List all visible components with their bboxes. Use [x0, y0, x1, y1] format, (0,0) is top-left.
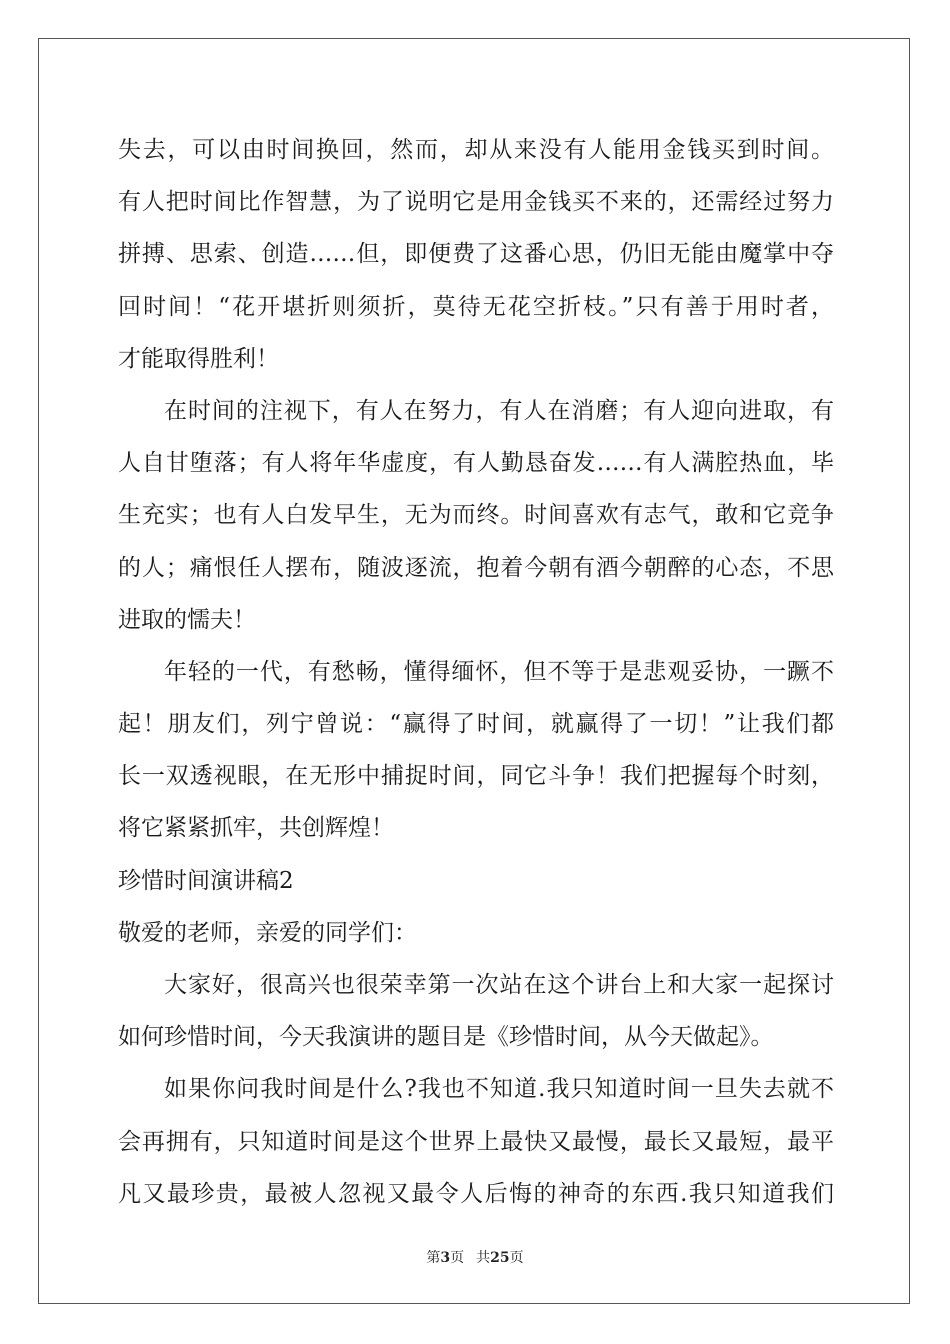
- page-footer: [0, 1247, 950, 1267]
- document-body: [118, 124, 834, 1220]
- current-page-number: 3: [440, 1250, 451, 1266]
- section-heading: 珍惜时间演讲稿2: [118, 867, 294, 894]
- text-line: 敬爱的老师，亲爱的同学们：: [118, 919, 417, 946]
- text-line: 拼搏、思索、创造……但，即便费了这番心思，仍旧无能由魔掌中夺: [118, 241, 834, 268]
- text-line: 长一双透视眼，在无形中捕捉时间，同它斗争！我们把握每个时刻，: [118, 763, 834, 790]
- text-line: 在时间的注视下，有人在努力，有人在消磨；有人迎向进取，有: [164, 397, 834, 424]
- text-line: 凡又最珍贵，最被人忽视又最令人后悔的神奇的东西.我只知道我们: [118, 1180, 834, 1207]
- footer-total-prefix: 共: [476, 1250, 491, 1266]
- text-line: 起！朋友们，列宁曾说：“赢得了时间，就赢得了一切！”让我们都: [118, 711, 834, 738]
- footer-prefix: 第: [426, 1250, 441, 1266]
- text-line: 将它紧紧抓牢，共创辉煌！: [118, 815, 394, 842]
- text-line: 会再拥有，只知道时间是这个世界上最快又最慢，最长又最短，最平: [118, 1128, 834, 1155]
- footer-total-suffix: 页: [509, 1250, 524, 1266]
- text-line: 年轻的一代，有愁畅，懂得缅怀，但不等于是悲观妥协，一蹶不: [164, 658, 834, 685]
- text-line: 如何珍惜时间，今天我演讲的题目是《珍惜时间，从今天做起》。: [118, 1024, 774, 1051]
- total-page-count: 25: [490, 1250, 510, 1266]
- text-line: 大家好，很高兴也很荣幸第一次站在这个讲台上和大家一起探讨: [164, 972, 834, 998]
- text-line: 如果你问我时间是什么?我也不知道.我只知道时间一旦失去就不: [164, 1076, 834, 1103]
- text-line: 的人；痛恨任人摆布，随波逐流，抱着今朝有酒今朝醉的心态，不思: [118, 554, 834, 581]
- text-line: 才能取得胜利！: [118, 345, 279, 372]
- text-line: 有人把时间比作智慧，为了说明它是用金钱买不来的，还需经过努力: [118, 189, 834, 216]
- text-line: 生充实；也有人白发早生，无为而终。时间喜欢有志气，敢和它竞争: [118, 502, 834, 529]
- footer-page-suffix: 页: [450, 1250, 465, 1266]
- text-line: 回时间！“花开堪折则须折，莫待无花空折枝。”只有善于用时者，: [118, 293, 834, 320]
- text-line: 失去，可以由时间换回，然而，却从来没有人能用金钱买到时间。: [118, 137, 834, 163]
- text-line: 人自甘堕落；有人将年华虚度，有人勤恳奋发……有人满腔热血，毕: [118, 450, 834, 477]
- text-line: 进取的懦夫！: [118, 606, 256, 633]
